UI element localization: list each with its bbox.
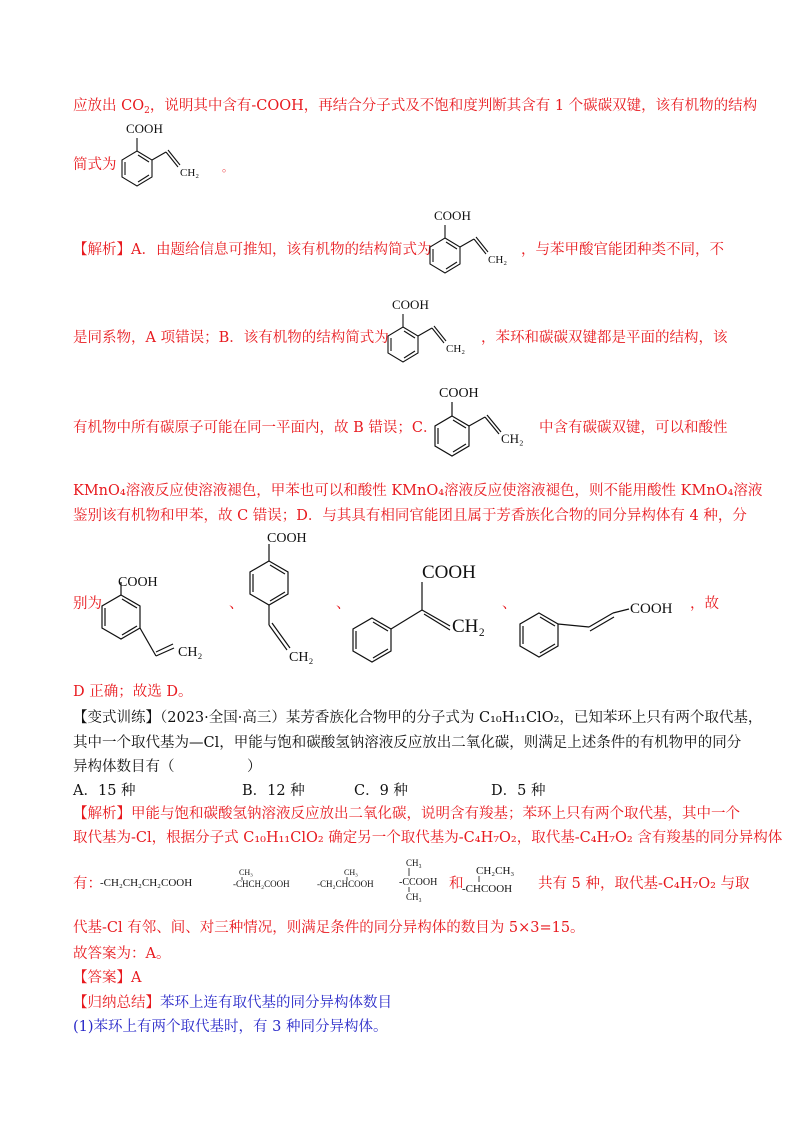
cooh-label: COOH <box>118 575 158 590</box>
text-line: ，苯环和碳碳双键都是平面的结构，该 <box>481 330 728 346</box>
text-line: 简式为 <box>73 157 117 173</box>
text-line: 中含有碳碳双键，可以和酸性 <box>539 420 728 436</box>
formula-5-branch: CH₂CH₃ <box>476 865 515 877</box>
ch2-label: CH₂ <box>501 431 524 446</box>
option-d: D．5 种 <box>491 783 546 799</box>
separator: 、 <box>502 596 517 612</box>
formula-1: -CH₂CH₂CH₂COOH <box>100 877 193 889</box>
ch2-label: CH₂ <box>178 645 203 660</box>
cooh-label: COOH <box>434 208 471 223</box>
summary-heading: 【归纳总结】苯环上连有取代基的同分异构体数目 <box>73 995 392 1011</box>
answer-line: 【答案】A <box>73 970 142 986</box>
text-line: 是同系物，A 项错误；B．该有机物的结构简式为 <box>73 330 389 346</box>
option-b: B．12 种 <box>242 783 305 799</box>
cooh-label: COOH <box>422 562 476 583</box>
text-line: 共有 5 种，取代基-C₄H₇O₂ 与取 <box>538 876 750 892</box>
text-line: D 正确；故选 D。 <box>73 684 193 700</box>
separator: 、 <box>229 596 244 612</box>
text-line: 别为 <box>73 596 102 612</box>
formula-2-branch: CH₃ <box>239 868 253 877</box>
substituent-formulas <box>100 852 540 902</box>
cooh-label: COOH <box>126 121 163 136</box>
text-line: 代基-Cl 有邻、间、对三种情况，则满足条件的同分异构体的数目为 5×3=15。 <box>73 920 585 936</box>
formula-2: -CHCH₂COOH <box>233 879 290 889</box>
formula-4: -CCOOH <box>399 877 438 888</box>
text-line: 鉴别该有机物和甲苯，故 C 错误；D．与其具有相同官能团且属于芳香族化合物的同分异构体有 4 种，分 <box>73 508 747 524</box>
question-line: 【变式训练】（2023·全国·高三）某芳香族化合物甲的分子式为 C₁₀H₁₁ClO₂，已知苯环上只有两个取代基， <box>73 710 763 726</box>
formula-4-bottom: CH₃ <box>406 892 422 902</box>
formula-3: -CH₂CHCOOH <box>317 879 374 889</box>
molecule-2-vinylbenzoic-acid <box>376 294 491 374</box>
text-line: 【解析】A．由题给信息可推知，该有机物的结构简式为 <box>73 242 432 258</box>
period-mark: 。 <box>222 161 233 174</box>
molecule-2-vinylbenzoic-acid <box>110 118 225 198</box>
molecule-2-vinylbenzoic-acid <box>421 380 551 470</box>
text-line: 有机物中所有碳原子可能在同一平面内，故 B 错误；C． <box>73 420 438 436</box>
summary-line: (1)苯环上有两个取代基时，有 3 种同分异构体。 <box>73 1019 388 1035</box>
question-line: 异构体数目有（ ） <box>73 759 262 775</box>
text-line: 故答案为：A。 <box>73 946 171 962</box>
molecule-2-vinylbenzoic-acid <box>418 205 533 285</box>
text-line: 有： <box>73 876 102 892</box>
cooh-label: COOH <box>630 601 673 617</box>
cooh-label: COOH <box>267 531 307 546</box>
separator: 、 <box>336 596 351 612</box>
molecule-cinnamic-acid <box>516 585 691 665</box>
ch2-label: CH₂ <box>180 167 200 179</box>
text-line: 应放出 $CO_2$，说明其中含有-COOH，再结合分子式及不饱和度判断其含有 1 个碳碳双键，该有机物的结构 <box>73 98 758 116</box>
option-a: A．15 种 <box>73 783 136 799</box>
cooh-label: COOH <box>439 386 479 401</box>
text-line: 【解析】甲能与饱和碳酸氢钠溶液反应放出二氧化碳，说明含有羧基；苯环上只有两个取代基，其中一个 <box>73 806 740 822</box>
ch2-label: CH₂ <box>452 616 486 637</box>
ch2-label: CH₂ <box>446 343 466 355</box>
molecule-2-phenylacrylic-acid <box>350 560 500 670</box>
cooh-label: COOH <box>392 297 429 312</box>
ch2-label: CH₂ <box>488 254 508 266</box>
formula-4-top: CH₃ <box>406 858 422 868</box>
conjunction: 和 <box>449 876 464 892</box>
text-line: 取代基为-Cl，根据分子式 C₁₀H₁₁ClO₂ 确定另一个取代基为-C₄H₇O₂，取代基-C₄H₇O₂ 含有羧基的同分异构体 <box>73 830 783 846</box>
text-line: ，故 <box>690 596 719 612</box>
formula-5: -CHCOOH <box>462 883 513 895</box>
text-line: ，与苯甲酸官能团种类不同，不 <box>521 242 724 258</box>
ch2-label: CH₂ <box>289 650 314 665</box>
option-c: C．9 种 <box>354 783 408 799</box>
molecule-3-vinylbenzoic-acid <box>98 570 228 670</box>
text-line: KMnO₄溶液反应使溶液褪色，甲苯也可以和酸性 KMnO₄溶液反应使溶液褪色，则不能用酸性 KMnO₄溶液 <box>73 483 763 499</box>
question-line: 其中一个取代基为—Cl，甲能与饱和碳酸氢钠溶液反应放出二氧化碳，则满足上述条件的有机物甲的同分 <box>73 735 742 751</box>
formula-3-branch: CH₃ <box>344 868 358 877</box>
